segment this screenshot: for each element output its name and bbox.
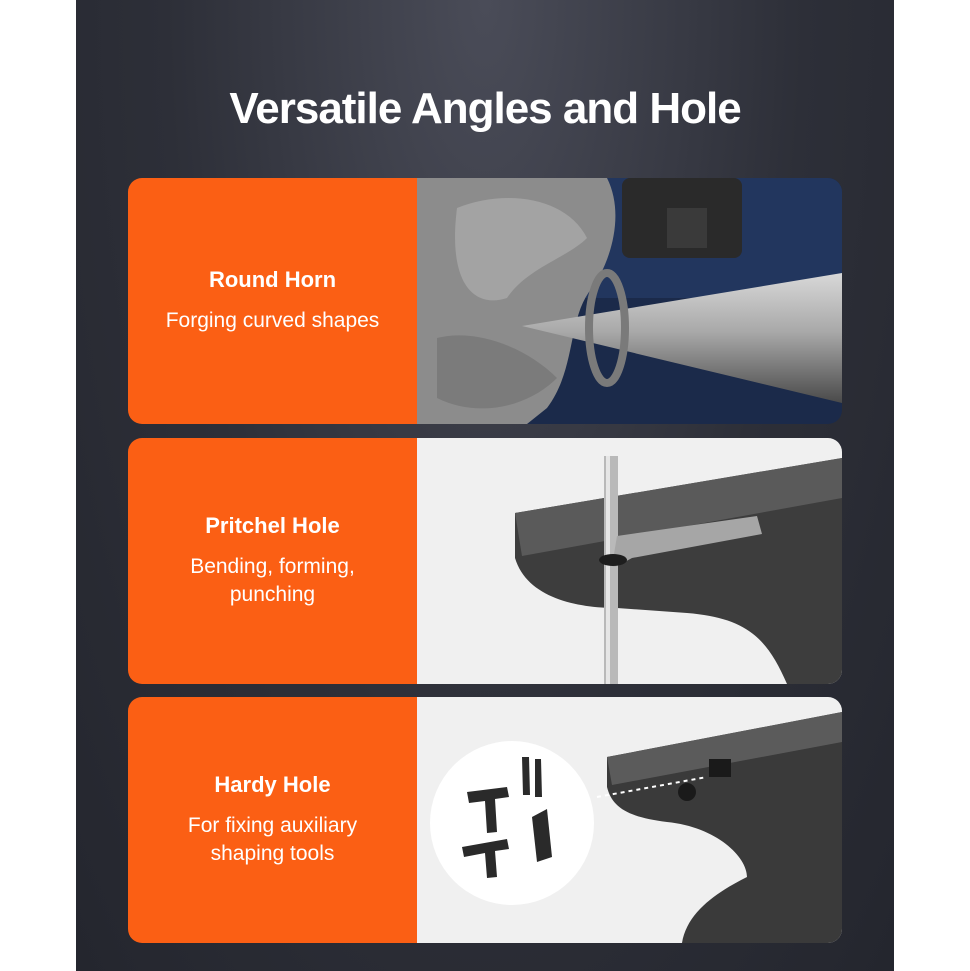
feature-text-panel bbox=[128, 438, 417, 684]
feature-title: Round Horn bbox=[208, 267, 337, 292]
round-horn-photo bbox=[417, 178, 842, 424]
feature-text-panel bbox=[128, 697, 417, 943]
feature-title: Pritchel Hole bbox=[205, 513, 340, 538]
feature-description: For fixing auxiliary shaping tools bbox=[187, 814, 358, 865]
feature-card-pritchel-hole bbox=[128, 438, 842, 684]
feature-text-panel bbox=[128, 178, 417, 424]
page-title: Versatile Angles and Hole bbox=[229, 84, 741, 133]
hardy-hole-photo bbox=[417, 697, 842, 943]
feature-title: Hardy Hole bbox=[214, 772, 331, 797]
feature-description: Bending, forming, punching bbox=[190, 555, 355, 606]
feature-description: Forging curved shapes bbox=[165, 309, 380, 332]
background-panel bbox=[76, 0, 894, 971]
feature-card-round-horn bbox=[128, 178, 842, 424]
pritchel-hole-photo bbox=[417, 438, 842, 684]
feature-card-hardy-hole bbox=[128, 697, 842, 943]
